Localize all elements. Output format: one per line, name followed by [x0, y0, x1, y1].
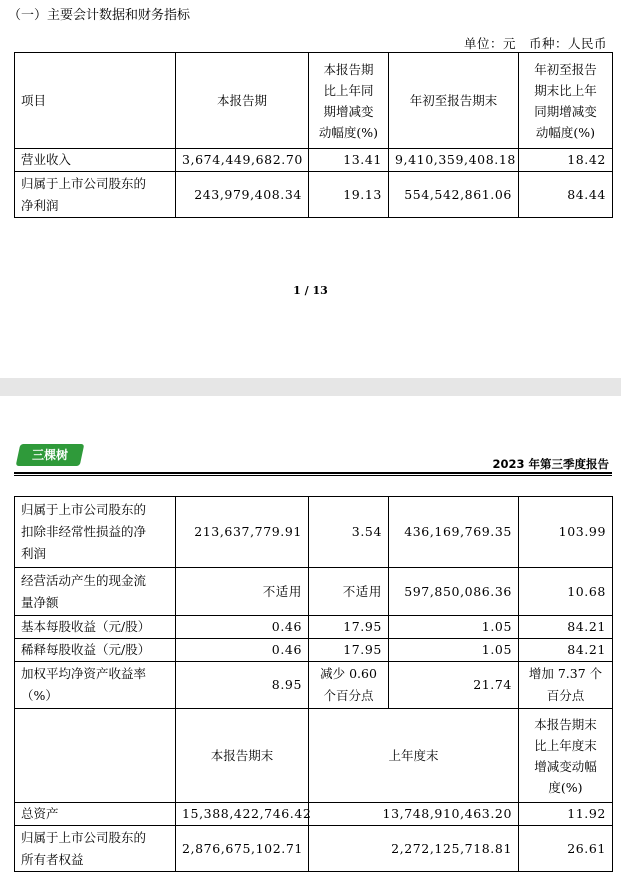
- header-last-year-end: 上年度末: [309, 709, 519, 803]
- row-item: 稀释每股收益（元/股）: [15, 639, 176, 662]
- header-item: 项目: [15, 53, 176, 149]
- header-current-period: 本报告期: [176, 53, 309, 149]
- financial-data-table-part1: [14, 52, 613, 218]
- row-item: 归属于上市公司股东的 扣除非经常性损益的净 利润: [15, 497, 176, 568]
- unit-currency-line: 单位：元 币种：人民币: [463, 36, 607, 51]
- row-item: 基本每股收益（元/股）: [15, 616, 176, 639]
- header-current-change: 本报告期 比上年同 期增减变 动幅度(%): [309, 53, 389, 149]
- header-rule-thin: [14, 475, 612, 476]
- header-balance-change: 本报告期末 比上年度末 增减变动幅 度(%): [519, 709, 613, 803]
- table-header-row: [15, 53, 613, 149]
- page-number: 1 / 13: [293, 284, 328, 297]
- table-row: 总资产 15,388,422,746.42 13,748,910,463.20 11.92: [15, 803, 613, 826]
- financial-data-table-part2: [14, 496, 613, 872]
- company-logo: 三棵树: [18, 444, 82, 466]
- table-row: 加权平均净资产收益率 （%） 8.95 减少 0.60 个百分点 21.74 增加 7.37 个 百分点: [15, 662, 613, 709]
- header-period-end: 本报告期末: [176, 709, 309, 803]
- row-item: 加权平均净资产收益率 （%）: [15, 662, 176, 709]
- row-item: 归属于上市公司股东的 净利润: [15, 172, 176, 218]
- table-row: 归属于上市公司股东的 所有者权益 2,876,675,102.71 2,272,125,718.81 26.61: [15, 826, 613, 872]
- header-rule: [14, 472, 612, 474]
- page-2: [0, 396, 621, 892]
- table-row: 归属于上市公司股东的 净利润 243,979,408.34 19.13 554,542,861.06 84.44: [15, 172, 613, 218]
- page-1: [0, 0, 621, 378]
- section-title: （一）主要会计数据和财务指标: [8, 8, 191, 23]
- table-subheader-row: [15, 709, 613, 803]
- table-row: 归属于上市公司股东的 扣除非经常性损益的净 利润 213,637,779.91 3.54 436,169,769.35 103.99: [15, 497, 613, 568]
- table-row: 稀释每股收益（元/股） 0.46 17.95 1.05 84.21: [15, 639, 613, 662]
- report-title: 2023 年第三季度报告: [492, 457, 609, 471]
- row-item: 营业收入: [15, 149, 176, 172]
- row-item: 经营活动产生的现金流 量净额: [15, 568, 176, 616]
- page-separator: [0, 378, 621, 396]
- header-ytd-change: 年初至报告 期末比上年 同期增减变 动幅度(%): [519, 53, 613, 149]
- table-row: 基本每股收益（元/股） 0.46 17.95 1.05 84.21: [15, 616, 613, 639]
- table-row: 营业收入 3,674,449,682.70 13.41 9,410,359,408.18 18.42: [15, 149, 613, 172]
- row-item: 总资产: [15, 803, 176, 826]
- header-ytd: 年初至报告期末: [389, 53, 519, 149]
- table-row: 经营活动产生的现金流 量净额 不适用 不适用 597,850,086.36 10.68: [15, 568, 613, 616]
- row-item: 归属于上市公司股东的 所有者权益: [15, 826, 176, 872]
